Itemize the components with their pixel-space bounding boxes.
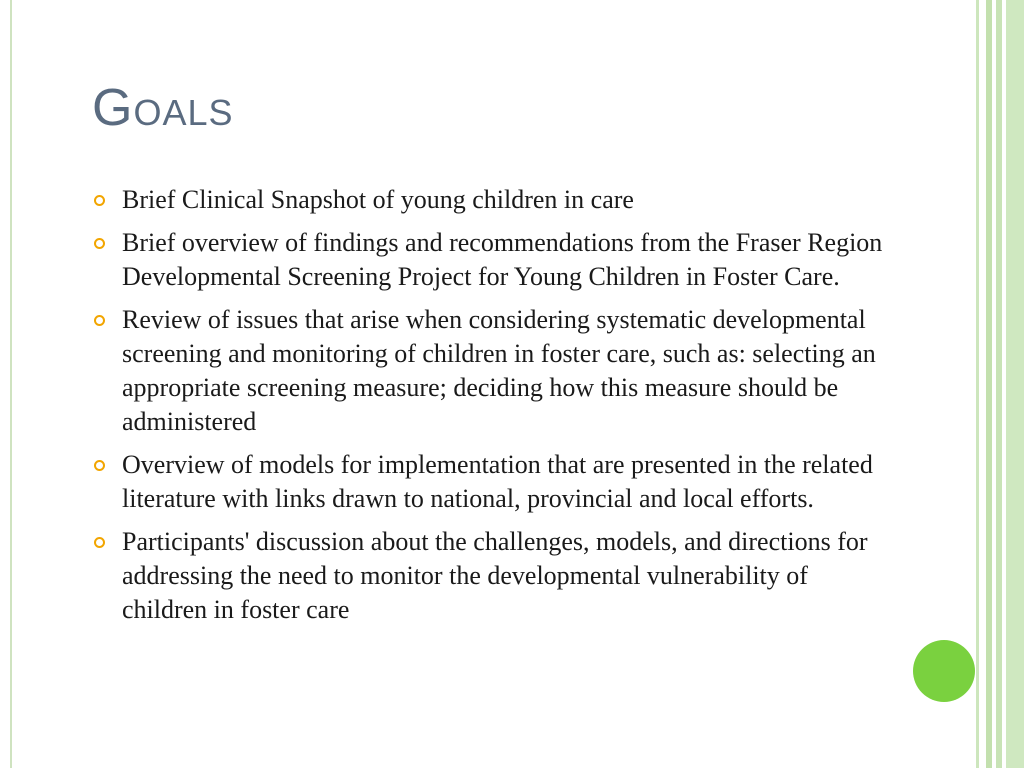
slide-title: Goals: [92, 79, 234, 137]
bullet-text: Brief Clinical Snapshot of young children in care: [122, 185, 634, 214]
stripe: [996, 0, 1002, 768]
left-border-line: [10, 0, 12, 768]
bullet-item: [94, 303, 894, 439]
green-circle-decoration: [913, 640, 975, 702]
bullet-item: [94, 448, 894, 516]
bullet-text: Review of issues that arise when considering systematic developmental screening and monitoring of children in foster care, such as: selecting an appropriate screening measure; deciding how this measure should be administered: [122, 305, 876, 436]
stripe: [1006, 0, 1024, 768]
bullet-item: [94, 183, 894, 217]
bullet-item: [94, 226, 894, 294]
bullet-item: [94, 525, 894, 627]
stripe: [976, 0, 979, 768]
bullet-circle-icon: [94, 460, 105, 471]
bullet-circle-icon: [94, 537, 105, 548]
bullet-circle-icon: [94, 238, 105, 249]
stripe: [986, 0, 992, 768]
bullet-text: Overview of models for implementation that are presented in the related literature with links drawn to national, provincial and local efforts.: [122, 450, 873, 513]
bullet-list: [94, 183, 894, 636]
bullet-circle-icon: [94, 315, 105, 326]
bullet-text: Brief overview of findings and recommendations from the Fraser Region Developmental Screening Project for Young Children in Foster Care.: [122, 228, 883, 291]
bullet-circle-icon: [94, 195, 105, 206]
bullet-text: Participants' discussion about the challenges, models, and directions for addressing the need to monitor the developmental vulnerability of children in foster care: [122, 527, 868, 624]
right-decorative-stripes: [976, 0, 1024, 768]
